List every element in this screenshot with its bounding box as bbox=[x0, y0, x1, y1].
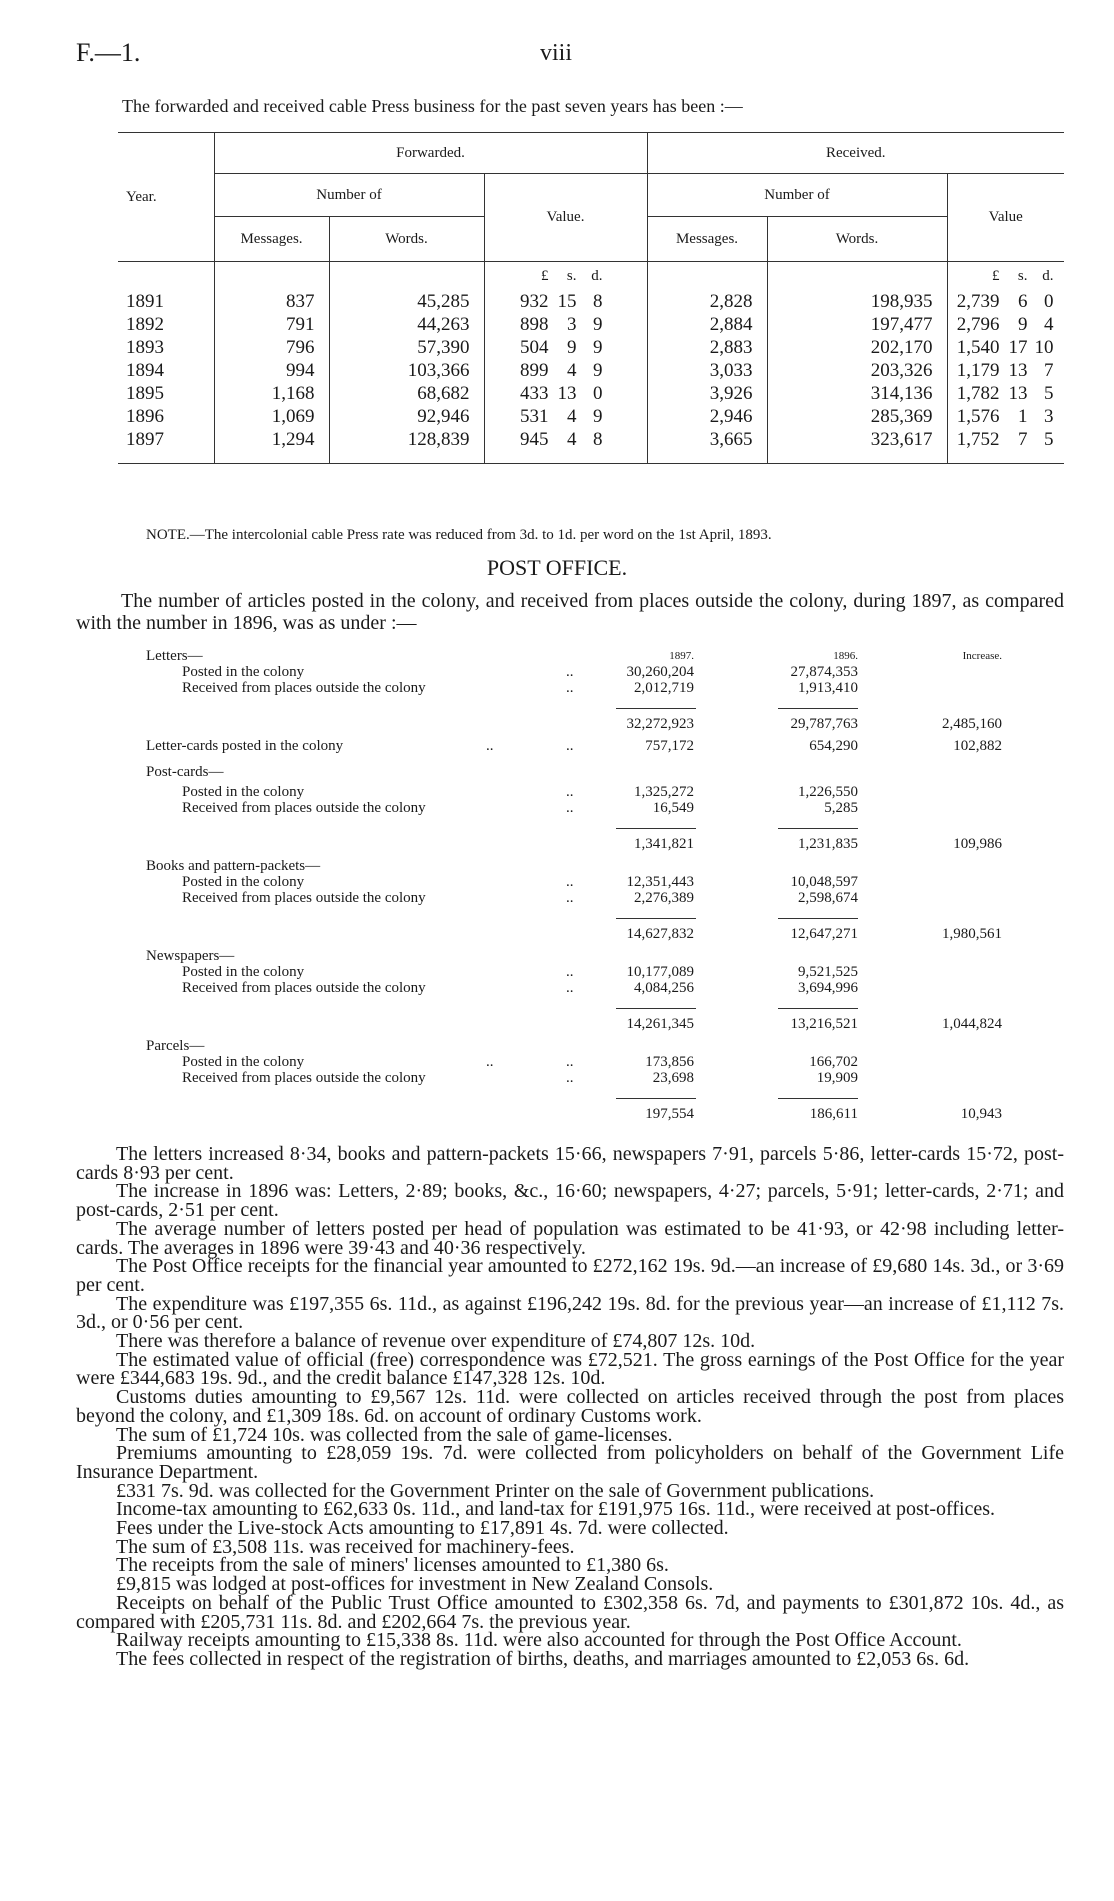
fwd-messages-cell: 1,168 bbox=[214, 382, 329, 405]
col-1896-header: 1896. bbox=[833, 650, 858, 662]
page-header bbox=[0, 38, 1114, 74]
paragraph: The letters increased 8·34, books and pattern-packets 15·66, newspapers 7·91, parcels 5·86, letter-cards 15·72, post-cards 8·93 per cent. bbox=[76, 1143, 1064, 1184]
post-cards-heading-row: Post-cards— bbox=[146, 764, 224, 780]
fwd-words-cell: 57,390 bbox=[329, 336, 484, 359]
post-cards-posted-row: Posted in the colony .. 1,325,272 1,226,550 bbox=[182, 784, 858, 800]
fwd-words-header: Words. bbox=[329, 217, 484, 262]
letters-total-row: 32,272,923 29,787,763 2,485,160 bbox=[626, 716, 1002, 732]
rec-messages-cell: 2,883 bbox=[647, 336, 767, 359]
fwd-value-cell: 504 9 9 bbox=[484, 336, 647, 359]
newspapers-posted-row: Posted in the colony .. 10,177,089 9,521,525 bbox=[182, 964, 858, 980]
rec-messages-cell: 2,884 bbox=[647, 313, 767, 336]
fwd-messages-cell: 1,069 bbox=[214, 405, 329, 428]
fwd-words-cell: 44,263 bbox=[329, 313, 484, 336]
fwd-words-cell: 103,366 bbox=[329, 359, 484, 382]
books-heading-row: Books and pattern-packets— bbox=[146, 858, 321, 874]
col-increase-header: Increase. bbox=[962, 650, 1002, 662]
cable-row bbox=[118, 382, 1064, 405]
forwarded-header: Forwarded. bbox=[214, 133, 647, 174]
rec-words-cell: 314,136 bbox=[767, 382, 947, 405]
paragraph: The Post Office receipts for the financial year amounted to £272,162 19s. 9d.—an increase of £9,680 14s. 3d., or 3·69 per cent. bbox=[76, 1255, 1064, 1296]
newspapers-heading-row: Newspapers— bbox=[146, 948, 235, 964]
parcels-total-row: 197,554 186,611 10,943 bbox=[645, 1106, 1002, 1122]
year-cell: 1897 bbox=[126, 429, 164, 450]
paragraph: Receipts on behalf of the Public Trust Office amounted to £302,358 6s. 7d, and payments to £301,872 10s. 4d., as compared with £205,731 11s. 8d. and £202,664 7s. the previous year. bbox=[76, 1591, 1064, 1633]
post-office-paragraphs bbox=[76, 1145, 1064, 1669]
fwd-value-cell: 898 3 9 bbox=[484, 313, 647, 336]
rec-value-cell: 1,752 7 5 bbox=[947, 428, 1064, 451]
parcels-received-row: Received from places outside the colony .. 23,698 19,909 bbox=[182, 1070, 858, 1086]
articles-statistics bbox=[146, 648, 1006, 1122]
fwd-value-cell: 433 13 0 bbox=[484, 382, 647, 405]
rec-words-cell: 323,617 bbox=[767, 428, 947, 451]
fwd-messages-cell: 796 bbox=[214, 336, 329, 359]
fwd-value-header: Value. bbox=[484, 174, 647, 262]
cable-row bbox=[118, 336, 1064, 359]
post-cards-total-row: 1,341,821 1,231,835 109,986 bbox=[634, 836, 1002, 852]
page-id: F.—1. bbox=[76, 38, 141, 67]
fwd-messages-cell: 791 bbox=[214, 313, 329, 336]
paragraph: The sum of £1,724 10s. was collected from the sale of game-licenses. bbox=[116, 1423, 673, 1446]
fwd-value-cell: 899 4 9 bbox=[484, 359, 647, 382]
books-total-row: 14,627,832 12,647,271 1,980,561 bbox=[626, 926, 1002, 942]
fwd-words-cell: 68,682 bbox=[329, 382, 484, 405]
fwd-value-cell: 932 15 8 bbox=[484, 290, 647, 313]
fwd-messages-header: Messages. bbox=[214, 217, 329, 262]
fwd-words-cell: 92,946 bbox=[329, 405, 484, 428]
rec-value-cell: 1,782 13 5 bbox=[947, 382, 1064, 405]
paragraph: The increase in 1896 was: Letters, 2·89; books, &c., 16·60; newspapers, 4·27; parcels, 5·91; letter-cards, 2·71; and post-cards, 2·51 per cent. bbox=[76, 1180, 1064, 1222]
received-header: Received. bbox=[647, 133, 1064, 174]
year-cell: 1891 bbox=[126, 291, 164, 312]
fwd-messages-cell: 837 bbox=[214, 290, 329, 313]
fwd-words-cell: 45,285 bbox=[329, 290, 484, 313]
paragraph: The expenditure was £197,355 6s. 11d., as against £196,242 19s. 8d. for the previous year—an increase of £1,112 7s. 3d., or 0·56 per cent. bbox=[76, 1292, 1064, 1334]
paragraph: The estimated value of official (free) correspondence was £72,521. The gross earnings of the Post Office for the year were £344,683 19s. 9d., and the credit balance £147,328 12s. 10d. bbox=[76, 1348, 1064, 1390]
rec-words-cell: 202,170 bbox=[767, 336, 947, 359]
rec-value-header: Value bbox=[947, 174, 1064, 262]
fwd-value-cell: 945 4 8 bbox=[484, 428, 647, 451]
newspapers-received-row: Received from places outside the colony .. 4,084,256 3,694,996 bbox=[182, 980, 858, 996]
letters-received-row: Received from places outside the colony .. 2,012,719 1,913,410 bbox=[182, 680, 858, 696]
rec-words-cell: 203,326 bbox=[767, 359, 947, 382]
letter-cards-row: Letter-cards posted in the colony .. .. 757,172 654,290 102,882 bbox=[146, 738, 1002, 754]
rec-value-cell: 2,739 6 0 bbox=[947, 290, 1064, 313]
cable-row bbox=[118, 405, 1064, 428]
paragraph: Premiums amounting to £28,059 19s. 7d. were collected from policyholders on behalf of the Government Life Insurance Department. bbox=[76, 1442, 1064, 1483]
year-cell: 1896 bbox=[126, 406, 164, 427]
year-cell: 1894 bbox=[126, 360, 164, 381]
paragraph: There was therefore a balance of revenue over expenditure of £74,807 12s. 10d. bbox=[116, 1330, 756, 1353]
paragraph: The fees collected in respect of the registration of births, deaths, and marriages amounted to £2,053 6s. 6d. bbox=[116, 1647, 970, 1670]
fwd-value-cell: 531 4 9 bbox=[484, 405, 647, 428]
year-header: Year. bbox=[118, 133, 214, 262]
cable-row bbox=[118, 359, 1064, 382]
rec-words-header: Words. bbox=[767, 217, 947, 262]
cable-press-table bbox=[118, 132, 1064, 464]
rec-messages-cell: 2,946 bbox=[647, 405, 767, 428]
paragraph: Railway receipts amounting to £15,338 8s. 11d. were also accounted for through the Post Office Account. bbox=[116, 1629, 962, 1652]
fwd-number-of-header: Number of bbox=[214, 174, 484, 217]
paragraph: The sum of £3,508 11s. was received for machinery-fees. bbox=[116, 1535, 575, 1558]
rec-messages-header: Messages. bbox=[647, 217, 767, 262]
paragraph: Customs duties amounting to £9,567 12s. 11d. were collected on articles received through the post from places beyond the colony, and £1,309 18s. 6d. on account of ordinary Customs work. bbox=[76, 1386, 1064, 1427]
paragraph: The average number of letters posted per head of population was estimated to be 41·93, or 42·98 including letter-cards. The averages in 1896 were 39·43 and 40·36 respectively. bbox=[76, 1217, 1064, 1259]
paragraph: £331 7s. 9d. was collected for the Government Printer on the sale of Government publications. bbox=[116, 1479, 875, 1502]
parcels-posted-row: Posted in the colony .. .. 173,856 166,702 bbox=[182, 1054, 858, 1070]
rec-words-cell: 198,935 bbox=[767, 290, 947, 313]
rec-value-cell: 2,796 9 4 bbox=[947, 313, 1064, 336]
year-cell: 1895 bbox=[126, 383, 164, 404]
cable-intro: The forwarded and received cable Press business for the past seven years has been :— bbox=[122, 96, 743, 116]
paragraph: £9,815 was lodged at post-offices for investment in New Zealand Consols. bbox=[116, 1573, 714, 1596]
books-posted-row: Posted in the colony .. 12,351,443 10,048,597 bbox=[182, 874, 858, 890]
year-cell: 1893 bbox=[126, 337, 164, 358]
rec-currency-units: £ s. d. bbox=[947, 262, 1064, 291]
rec-value-cell: 1,576 1 3 bbox=[947, 405, 1064, 428]
letters-heading-row: Letters— 1897. 1896. Increase. bbox=[146, 648, 1002, 664]
newspapers-total-row: 14,261,345 13,216,521 1,044,824 bbox=[626, 1016, 1002, 1032]
cable-note: NOTE.—The intercolonial cable Press rate was reduced from 3d. to 1d. per word on the 1st April, 1893. bbox=[146, 527, 772, 543]
cable-row bbox=[118, 428, 1064, 451]
paragraph: The receipts from the sale of miners' licenses amounted to £1,380 6s. bbox=[116, 1554, 669, 1577]
fwd-messages-cell: 1,294 bbox=[214, 428, 329, 451]
books-received-row: Received from places outside the colony .. 2,276,389 2,598,674 bbox=[182, 890, 858, 906]
letters-posted-row: Posted in the colony .. 30,260,204 27,874,353 bbox=[182, 664, 858, 680]
rec-words-cell: 197,477 bbox=[767, 313, 947, 336]
rec-messages-cell: 3,665 bbox=[647, 428, 767, 451]
post-office-intro: The number of articles posted in the colony, and received from places outside the colony, during 1897, as compared with the number in 1896, was as under :— bbox=[76, 590, 1064, 634]
rec-messages-cell: 3,926 bbox=[647, 382, 767, 405]
rec-value-cell: 1,540 17 10 bbox=[947, 336, 1064, 359]
post-cards-received-row: Received from places outside the colony .. 16,549 5,285 bbox=[182, 800, 858, 816]
rec-value-cell: 1,179 13 7 bbox=[947, 359, 1064, 382]
rec-words-cell: 285,369 bbox=[767, 405, 947, 428]
post-office-title: POST OFFICE. bbox=[486, 555, 628, 580]
paragraph: Fees under the Live-stock Acts amounting to £17,891 4s. 7d. were collected. bbox=[116, 1517, 729, 1540]
fwd-messages-cell: 994 bbox=[214, 359, 329, 382]
rec-messages-cell: 3,033 bbox=[647, 359, 767, 382]
rec-number-of-header: Number of bbox=[647, 174, 947, 217]
year-cell: 1892 bbox=[126, 314, 164, 335]
rec-messages-cell: 2,828 bbox=[647, 290, 767, 313]
col-1897-header: 1897. bbox=[669, 650, 694, 662]
parcels-heading-row: Parcels— bbox=[146, 1038, 205, 1054]
fwd-words-cell: 128,839 bbox=[329, 428, 484, 451]
page-number: viii bbox=[540, 40, 573, 66]
cable-row bbox=[118, 313, 1064, 336]
paragraph: Income-tax amounting to £62,633 0s. 11d., and land-tax for £191,975 16s. 11d., were received at post-offices. bbox=[116, 1498, 996, 1521]
fwd-currency-units: £ s. d. bbox=[484, 262, 647, 291]
cable-row bbox=[118, 290, 1064, 313]
